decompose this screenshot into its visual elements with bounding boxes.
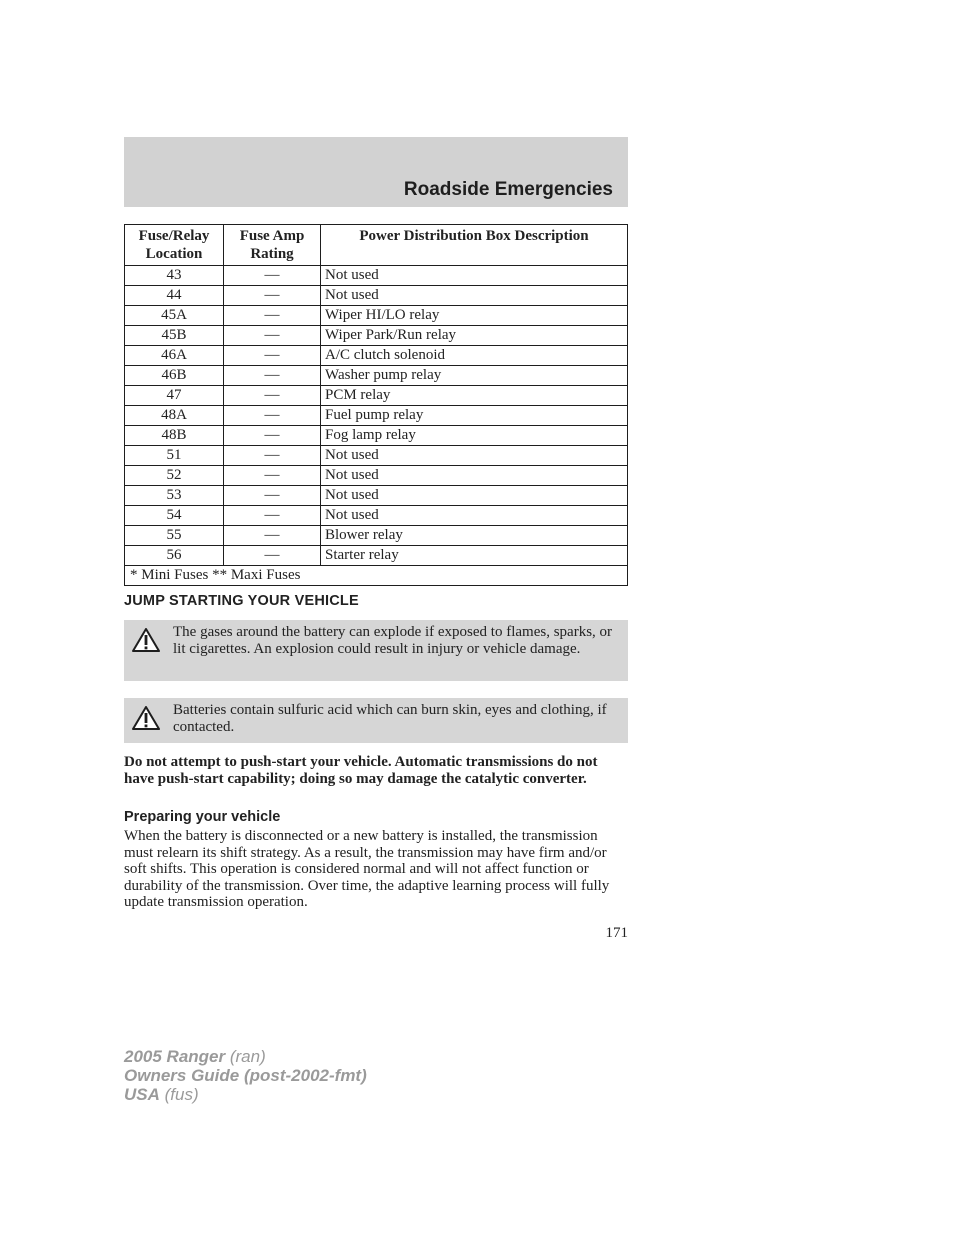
cell-description: Wiper HI/LO relay bbox=[321, 306, 628, 326]
cell-rating: — bbox=[224, 386, 321, 406]
cell-rating: — bbox=[224, 406, 321, 426]
footer-region-code: (fus) bbox=[164, 1085, 199, 1104]
table-row bbox=[125, 486, 628, 506]
cell-location: 46A bbox=[125, 346, 224, 366]
cell-rating: — bbox=[224, 546, 321, 566]
table-row bbox=[125, 326, 628, 346]
table-row bbox=[125, 266, 628, 286]
cell-description: Wiper Park/Run relay bbox=[321, 326, 628, 346]
preparing-vehicle-heading: Preparing your vehicle bbox=[124, 809, 281, 825]
table-row bbox=[125, 526, 628, 546]
column-header-rating: Fuse Amp Rating bbox=[224, 225, 321, 266]
cell-description: Not used bbox=[321, 446, 628, 466]
table-row bbox=[125, 506, 628, 526]
cell-description: Not used bbox=[321, 506, 628, 526]
cell-location: 52 bbox=[125, 466, 224, 486]
cell-location: 48B bbox=[125, 426, 224, 446]
cell-location: 56 bbox=[125, 546, 224, 566]
cell-description: Blower relay bbox=[321, 526, 628, 546]
cell-rating: — bbox=[224, 306, 321, 326]
cell-location: 53 bbox=[125, 486, 224, 506]
cell-location: 54 bbox=[125, 506, 224, 526]
cell-description: Starter relay bbox=[321, 546, 628, 566]
table-row bbox=[125, 446, 628, 466]
table-row bbox=[125, 546, 628, 566]
section-header-band bbox=[124, 137, 628, 207]
warning-triangle-icon bbox=[132, 627, 160, 653]
footer-guide: Owners Guide (post-2002-fmt) bbox=[124, 1066, 367, 1085]
cell-rating: — bbox=[224, 266, 321, 286]
footer-line-model bbox=[124, 1047, 367, 1066]
cell-location: 45B bbox=[125, 326, 224, 346]
warning-text: The gases around the battery can explode if exposed to flames, sparks, or lit cigarettes. An explosion could result in injury or vehicle damage. bbox=[173, 624, 613, 657]
footer-region: USA bbox=[124, 1085, 160, 1104]
footer-model-code: (ran) bbox=[229, 1047, 266, 1066]
cell-description: Not used bbox=[321, 466, 628, 486]
page-number: 171 bbox=[605, 925, 628, 941]
cell-description: Fog lamp relay bbox=[321, 426, 628, 446]
warning-box-acid bbox=[124, 698, 628, 743]
push-start-notice: Do not attempt to push-start your vehicle. Automatic transmissions do not have push-start capability; doing so may damage the catalytic converter. bbox=[124, 754, 598, 787]
table-row bbox=[125, 426, 628, 446]
table-body bbox=[125, 266, 628, 566]
cell-description: Not used bbox=[321, 486, 628, 506]
footer-model: 2005 Ranger bbox=[124, 1047, 226, 1066]
cell-description: Washer pump relay bbox=[321, 366, 628, 386]
cell-rating: — bbox=[224, 486, 321, 506]
cell-location: 48A bbox=[125, 406, 224, 426]
warning-text: Batteries contain sulfuric acid which can burn skin, eyes and clothing, if contacted. bbox=[173, 702, 607, 735]
cell-location: 47 bbox=[125, 386, 224, 406]
table-row bbox=[125, 286, 628, 306]
cell-description: Not used bbox=[321, 266, 628, 286]
preparing-vehicle-text: When the battery is disconnected or a new battery is installed, the transmission must relearn its shift strategy. As a result, the transmission may have firm and/or soft shifts. This operation is considered normal and will not affect function or durability of the transmission. Over time, the adaptive learning process will fully update transmission operation. bbox=[124, 828, 610, 910]
footer-line-region bbox=[124, 1085, 367, 1104]
cell-rating: — bbox=[224, 466, 321, 486]
table-row bbox=[125, 406, 628, 426]
footer-line-guide bbox=[124, 1066, 367, 1085]
column-header-description: Power Distribution Box Description bbox=[321, 225, 628, 266]
cell-description: Not used bbox=[321, 286, 628, 306]
cell-rating: — bbox=[224, 426, 321, 446]
table-header-row bbox=[125, 225, 628, 266]
cell-rating: — bbox=[224, 326, 321, 346]
warning-triangle-icon bbox=[132, 705, 160, 731]
cell-location: 45A bbox=[125, 306, 224, 326]
table-row bbox=[125, 346, 628, 366]
cell-location: 46B bbox=[125, 366, 224, 386]
table-row bbox=[125, 306, 628, 326]
cell-location: 44 bbox=[125, 286, 224, 306]
cell-description: A/C clutch solenoid bbox=[321, 346, 628, 366]
cell-description: PCM relay bbox=[321, 386, 628, 406]
cell-rating: — bbox=[224, 346, 321, 366]
table-row bbox=[125, 466, 628, 486]
cell-rating: — bbox=[224, 526, 321, 546]
table-footnote-row bbox=[125, 566, 628, 586]
cell-rating: — bbox=[224, 286, 321, 306]
column-header-location: Fuse/Relay Location bbox=[125, 225, 224, 266]
warning-box-explosion bbox=[124, 620, 628, 681]
cell-rating: — bbox=[224, 506, 321, 526]
table-row bbox=[125, 366, 628, 386]
fuse-table bbox=[124, 224, 628, 586]
cell-description: Fuel pump relay bbox=[321, 406, 628, 426]
table-footnote: * Mini Fuses ** Maxi Fuses bbox=[125, 566, 628, 586]
cell-rating: — bbox=[224, 446, 321, 466]
document-footer bbox=[124, 1047, 367, 1104]
cell-location: 51 bbox=[125, 446, 224, 466]
cell-location: 55 bbox=[125, 526, 224, 546]
jump-start-heading: JUMP STARTING YOUR VEHICLE bbox=[124, 593, 359, 609]
section-title: Roadside Emergencies bbox=[403, 179, 613, 200]
cell-rating: — bbox=[224, 366, 321, 386]
cell-location: 43 bbox=[125, 266, 224, 286]
table-row bbox=[125, 386, 628, 406]
